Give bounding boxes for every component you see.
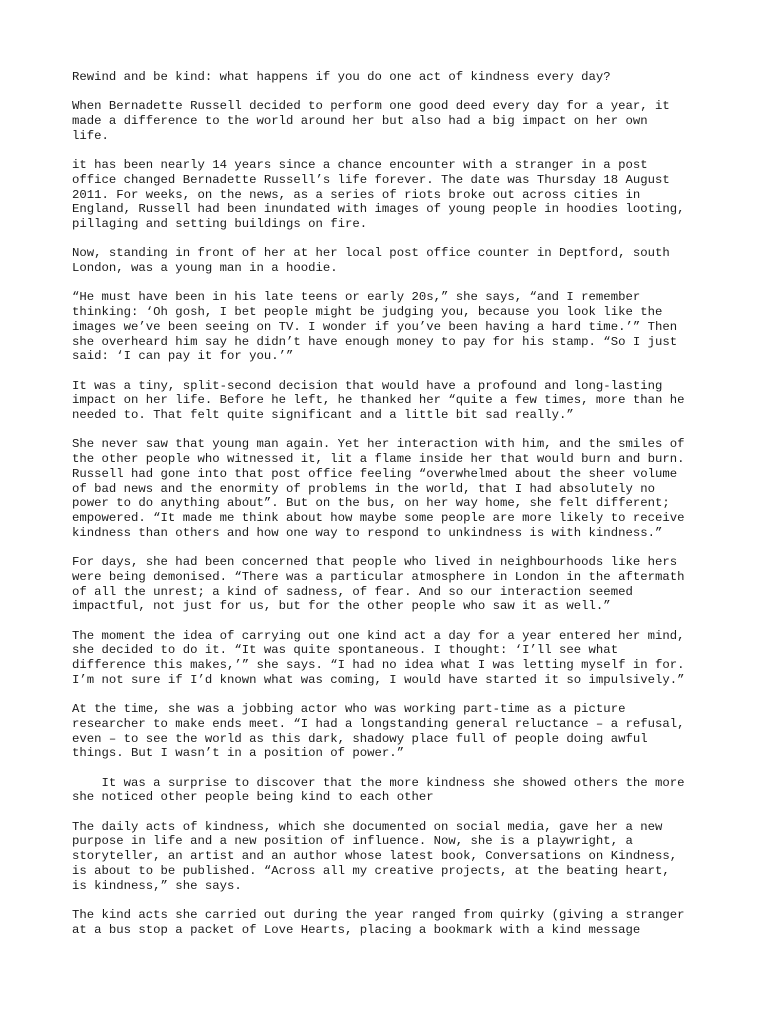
pull-quote: It was a surprise to discover that the more kindness she showed others the more she noticed other people being kind to each other bbox=[72, 775, 685, 805]
paragraph-3: “He must have been in his late teens or early 20s,” she says, “and I remember thinking: ‘Oh gosh, I bet people might be judging you, because you look like the images we’ve been seeing on TV. I wonder if you’ve been having a hard time.’” Then she overheard him say he didn’t have enough money to pay for his stamp. “So I just said: ‘I can pay it for you.’” bbox=[72, 290, 678, 364]
paragraph-6: For days, she had been concerned that people who lived in neighbourhoods like hers were being demonised. “There was a particular atmosphere in London in the aftermath of all the unrest; a kind of sadness, of fear. And so our interaction seemed impactful, not just for us, but for the other people who saw it as well.” bbox=[72, 555, 685, 614]
paragraph-standfirst: When Bernadette Russell decided to perform one good deed every day for a year, it made a difference to the world around her but also had a big impact on her own life. bbox=[72, 99, 670, 143]
paragraph-10: The kind acts she carried out during the year ranged from quirky (giving a stranger at a bus stop a packet of Love Hearts, placing a bookmark with a kind message bbox=[72, 907, 685, 937]
paragraph-1: it has been nearly 14 years since a chance encounter with a stranger in a post office changed Bernadette Russell’s life forever. The date was Thursday 18 August 2011. For weeks, on the news, as a series of riots broke out across cities in England, Russell had been inundated with images of young people in hoodies looting, pillaging and setting buildings on fire. bbox=[72, 158, 685, 231]
document-page bbox=[72, 70, 712, 952]
paragraph-4: It was a tiny, split-second decision that would have a profound and long-lasting impact on her life. Before he left, he thanked her “quite a few times, more than he needed to. That felt quite significant and a little bit sad really.” bbox=[72, 378, 685, 423]
paragraph-9: The daily acts of kindness, which she documented on social media, gave her a new purpose in life and a new position of influence. Now, she is a playwright, a storyteller, an artist and an author whose latest book, Conversations on Kindness, is about to be published. “Across all my creative projects, at the beating heart, is kindness,” she says. bbox=[72, 819, 678, 893]
paragraph-2: Now, standing in front of her at her local post office counter in Deptford, south London, was a young man in a hoodie. bbox=[72, 246, 670, 276]
document-title: Rewind and be kind: what happens if you do one act of kindness every day? bbox=[72, 70, 611, 84]
paragraph-8: At the time, she was a jobbing actor who was working part-time as a picture researcher to make ends meet. “I had a longstanding general reluctance – a refusal, even – to see the world as this dark, shadowy place full of people doing awful things. But I wasn’t in a position of power.” bbox=[72, 702, 685, 761]
paragraph-5: She never saw that young man again. Yet her interaction with him, and the smiles of the other people who witnessed it, lit a flame inside her that would burn and burn. Russell had gone into that post office feeling “overwhelmed about the sheer volume of bad news and the enormity of problems in the world, that I had absolutely no power to do anything about”. But on the bus, on her way home, she felt different; empowered. “It made me think about how maybe some people are more likely to receive kindness than others and how one way to respond to unkindness is with kindness.” bbox=[72, 437, 685, 540]
paragraph-7: The moment the idea of carrying out one kind act a day for a year entered her mind, she decided to do it. “It was quite spontaneous. I thought: ‘I’ll see what difference this makes,’” she says. “I had no idea what I was letting myself in for. I’m not sure if I’d known what was coming, I would have started it so impulsively.” bbox=[72, 628, 685, 687]
